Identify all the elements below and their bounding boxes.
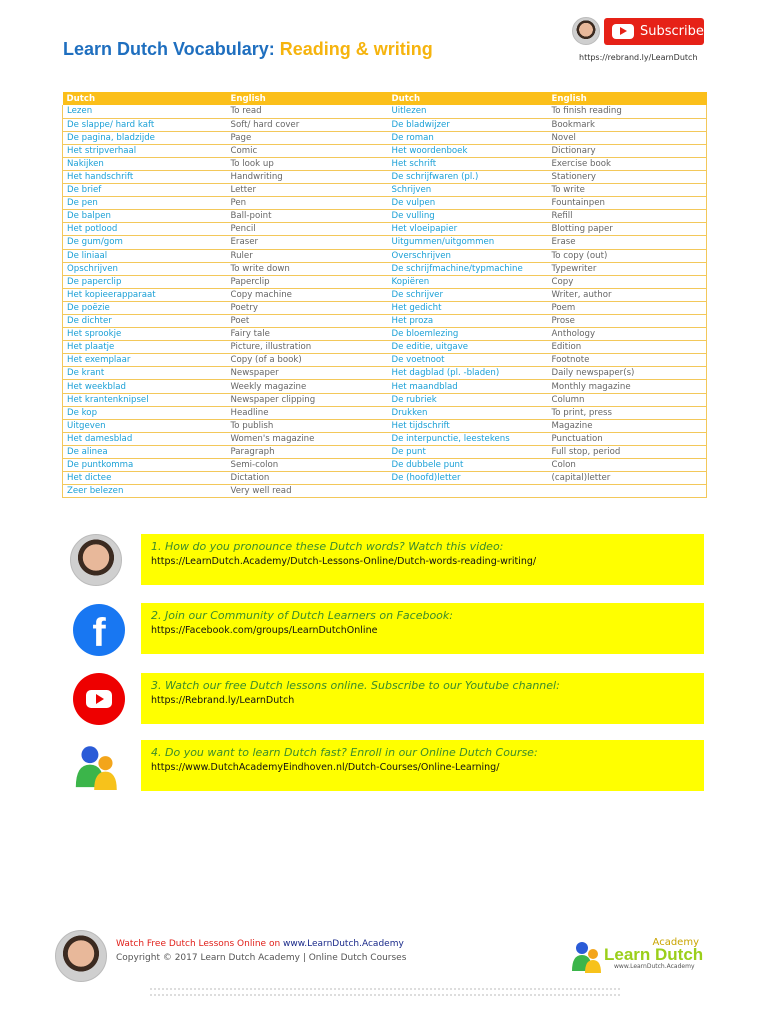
table-row bbox=[63, 144, 707, 157]
dutch-cell: De balpen bbox=[63, 210, 227, 223]
dutch-cell: De (hoofd)letter bbox=[388, 472, 548, 485]
english-cell: Poetry bbox=[227, 301, 388, 314]
callout-box bbox=[141, 740, 704, 791]
english-cell: Writer, author bbox=[548, 288, 707, 301]
table-row bbox=[63, 301, 707, 314]
dutch-cell: Het plaatje bbox=[63, 341, 227, 354]
dutch-cell: Het dagblad (pl. -bladen) bbox=[388, 367, 548, 380]
english-cell: Eraser bbox=[227, 236, 388, 249]
dutch-cell: Nakijken bbox=[63, 157, 227, 170]
callout-link[interactable]: https://Facebook.com/groups/LearnDutchOnline bbox=[151, 625, 378, 636]
dutch-cell: Het woordenboek bbox=[388, 144, 548, 157]
table-row bbox=[63, 432, 707, 445]
dutch-cell: De puntkomma bbox=[63, 459, 227, 472]
dutch-cell: Kopiëren bbox=[388, 275, 548, 288]
english-cell: Typewriter bbox=[548, 262, 707, 275]
dutch-cell: Opschrijven bbox=[63, 262, 227, 275]
dutch-cell: Het proza bbox=[388, 315, 548, 328]
dutch-cell: Uitlezen bbox=[388, 105, 548, 118]
english-cell: Copy (of a book) bbox=[227, 354, 388, 367]
english-cell: To print, press bbox=[548, 406, 707, 419]
youtube-play-icon bbox=[612, 24, 634, 39]
callout-box bbox=[141, 534, 704, 585]
table-row bbox=[63, 472, 707, 485]
callout-link[interactable]: https://LearnDutch.Academy/Dutch-Lessons-Online/Dutch-words-reading-writing/ bbox=[151, 556, 537, 567]
dutch-cell: Het stripverhaal bbox=[63, 144, 227, 157]
english-cell: Ball-point bbox=[227, 210, 388, 223]
dutch-cell bbox=[388, 485, 548, 498]
english-cell: Page bbox=[227, 131, 388, 144]
dutch-cell: Schrijven bbox=[388, 184, 548, 197]
english-cell: Poem bbox=[548, 301, 707, 314]
english-cell: Prose bbox=[548, 315, 707, 328]
dutch-cell: De bladwijzer bbox=[388, 118, 548, 131]
english-cell: Dictionary bbox=[548, 144, 707, 157]
people-icon bbox=[70, 742, 124, 790]
table-row bbox=[63, 459, 707, 472]
footer-watch-text: Watch Free Dutch Lessons Online on www.LearnDutch.Academy bbox=[116, 939, 404, 949]
callout-box bbox=[141, 603, 704, 654]
english-cell: Punctuation bbox=[548, 432, 707, 445]
dutch-cell: De dichter bbox=[63, 315, 227, 328]
dutch-cell: De interpunctie, leestekens bbox=[388, 432, 548, 445]
dutch-cell: De kop bbox=[63, 406, 227, 419]
dutch-cell: Het schrift bbox=[388, 157, 548, 170]
column-header: Dutch bbox=[388, 92, 548, 105]
dutch-cell: De paperclip bbox=[63, 275, 227, 288]
people-icon bbox=[570, 939, 604, 973]
title-highlight: Reading & writing bbox=[279, 39, 433, 59]
english-cell: Footnote bbox=[548, 354, 707, 367]
dutch-cell: De punt bbox=[388, 445, 548, 458]
column-header: Dutch bbox=[63, 92, 227, 105]
table-row bbox=[63, 354, 707, 367]
english-cell: To write down bbox=[227, 262, 388, 275]
callout-question: 2. Join our Community of Dutch Learners on Facebook: bbox=[151, 609, 453, 622]
english-cell: Paperclip bbox=[227, 275, 388, 288]
table-row bbox=[63, 315, 707, 328]
footer-teacher-avatar bbox=[55, 930, 107, 982]
english-cell: Poet bbox=[227, 315, 388, 328]
callout-box bbox=[141, 673, 704, 724]
english-cell: Blotting paper bbox=[548, 223, 707, 236]
table-row bbox=[63, 184, 707, 197]
dutch-cell: De slappe/ hard kaft bbox=[63, 118, 227, 131]
english-cell: (capital)letter bbox=[548, 472, 707, 485]
dutch-cell: Het dictee bbox=[63, 472, 227, 485]
table-row bbox=[63, 210, 707, 223]
english-cell: Erase bbox=[548, 236, 707, 249]
table-row bbox=[63, 105, 707, 118]
vocabulary-table bbox=[62, 92, 707, 498]
table-row bbox=[63, 131, 707, 144]
callout-link[interactable]: https://Rebrand.ly/LearnDutch bbox=[151, 695, 295, 706]
dutch-cell: Zeer belezen bbox=[63, 485, 227, 498]
dutch-cell: De schrijfwaren (pl.) bbox=[388, 170, 548, 183]
dutch-cell: De dubbele punt bbox=[388, 459, 548, 472]
dutch-cell: De poëzie bbox=[63, 301, 227, 314]
table-row bbox=[63, 197, 707, 210]
teacher-avatar bbox=[70, 534, 122, 586]
table-row bbox=[63, 485, 707, 498]
dutch-cell: Het tijdschrift bbox=[388, 419, 548, 432]
footer-copyright: Copyright © 2017 Learn Dutch Academy | Online Dutch Courses bbox=[116, 953, 407, 963]
english-cell: To publish bbox=[227, 419, 388, 432]
table-row bbox=[63, 419, 707, 432]
dutch-cell: Drukken bbox=[388, 406, 548, 419]
english-cell: Full stop, period bbox=[548, 445, 707, 458]
dutch-cell: Uitgummen/uitgommen bbox=[388, 236, 548, 249]
page-title: Learn Dutch Vocabulary: Reading & writing bbox=[63, 39, 433, 59]
dutch-cell: De vulpen bbox=[388, 197, 548, 210]
english-cell: Copy machine bbox=[227, 288, 388, 301]
english-cell: Copy bbox=[548, 275, 707, 288]
english-cell: Fountainpen bbox=[548, 197, 707, 210]
english-cell: Letter bbox=[227, 184, 388, 197]
english-cell: Colon bbox=[548, 459, 707, 472]
english-cell: Refill bbox=[548, 210, 707, 223]
callout-question: 1. How do you pronounce these Dutch words? Watch this video: bbox=[151, 540, 504, 553]
dutch-cell: Het handschrift bbox=[63, 170, 227, 183]
english-cell: Bookmark bbox=[548, 118, 707, 131]
dutch-cell: De schrijver bbox=[388, 288, 548, 301]
english-cell: To look up bbox=[227, 157, 388, 170]
english-cell: Stationery bbox=[548, 170, 707, 183]
table-row bbox=[63, 275, 707, 288]
english-cell bbox=[548, 485, 707, 498]
fine-print bbox=[150, 988, 620, 996]
english-cell: Paragraph bbox=[227, 445, 388, 458]
dutch-cell: Het gedicht bbox=[388, 301, 548, 314]
dutch-cell: Het vloeipapier bbox=[388, 223, 548, 236]
english-cell: Exercise book bbox=[548, 157, 707, 170]
english-cell: Semi-colon bbox=[227, 459, 388, 472]
dutch-cell: De rubriek bbox=[388, 393, 548, 406]
table-row bbox=[63, 393, 707, 406]
dutch-cell: De pagina, bladzijde bbox=[63, 131, 227, 144]
dutch-cell: De voetnoot bbox=[388, 354, 548, 367]
dutch-cell: De krant bbox=[63, 367, 227, 380]
dutch-cell: De pen bbox=[63, 197, 227, 210]
dutch-cell: De liniaal bbox=[63, 249, 227, 262]
callout-question: 3. Watch our free Dutch lessons online. Subscribe to our Youtube channel: bbox=[151, 679, 560, 692]
table-row bbox=[63, 288, 707, 301]
dutch-cell: De editie, uitgave bbox=[388, 341, 548, 354]
dutch-cell: De vulling bbox=[388, 210, 548, 223]
dutch-cell: Lezen bbox=[63, 105, 227, 118]
english-cell: Novel bbox=[548, 131, 707, 144]
subscribe-button[interactable]: Subscribe bbox=[604, 18, 704, 45]
english-cell: Fairy tale bbox=[227, 328, 388, 341]
english-cell: Headline bbox=[227, 406, 388, 419]
english-cell: Very well read bbox=[227, 485, 388, 498]
table-row bbox=[63, 380, 707, 393]
channel-url[interactable]: https://rebrand.ly/LearnDutch bbox=[579, 53, 698, 62]
dutch-cell: Het kopieerapparaat bbox=[63, 288, 227, 301]
english-cell: Ruler bbox=[227, 249, 388, 262]
english-cell: Dictation bbox=[227, 472, 388, 485]
english-cell: Daily newspaper(s) bbox=[548, 367, 707, 380]
table-row bbox=[63, 157, 707, 170]
table-row bbox=[63, 249, 707, 262]
dutch-cell: Het maandblad bbox=[388, 380, 548, 393]
english-cell: Weekly magazine bbox=[227, 380, 388, 393]
column-header: English bbox=[227, 92, 388, 105]
youtube-icon[interactable] bbox=[73, 673, 125, 725]
dutch-cell: Het potlood bbox=[63, 223, 227, 236]
dutch-cell: Het krantenknipsel bbox=[63, 393, 227, 406]
english-cell: Magazine bbox=[548, 419, 707, 432]
facebook-icon[interactable]: f bbox=[73, 604, 125, 656]
english-cell: Column bbox=[548, 393, 707, 406]
learn-dutch-logo: Academy Learn Dutch www.LearnDutch.Academy bbox=[570, 937, 705, 972]
table-row bbox=[63, 118, 707, 131]
english-cell: Pencil bbox=[227, 223, 388, 236]
english-cell: Edition bbox=[548, 341, 707, 354]
english-cell: Women's magazine bbox=[227, 432, 388, 445]
table-row bbox=[63, 236, 707, 249]
english-cell: To finish reading bbox=[548, 105, 707, 118]
table-row bbox=[63, 223, 707, 236]
english-cell: To write bbox=[548, 184, 707, 197]
dutch-cell: Het weekblad bbox=[63, 380, 227, 393]
dutch-cell: De schrijfmachine/typmachine bbox=[388, 262, 548, 275]
english-cell: To copy (out) bbox=[548, 249, 707, 262]
callout-link[interactable]: https://www.DutchAcademyEindhoven.nl/Dutch-Courses/Online-Learning/ bbox=[151, 762, 500, 773]
dutch-cell: De alinea bbox=[63, 445, 227, 458]
english-cell: Comic bbox=[227, 144, 388, 157]
english-cell: Newspaper clipping bbox=[227, 393, 388, 406]
dutch-cell: Uitgeven bbox=[63, 419, 227, 432]
teacher-avatar bbox=[572, 17, 600, 45]
dutch-cell: De bloemlezing bbox=[388, 328, 548, 341]
english-cell: To read bbox=[227, 105, 388, 118]
dutch-cell: Overschrijven bbox=[388, 249, 548, 262]
english-cell: Picture, illustration bbox=[227, 341, 388, 354]
footer-site-link[interactable]: www.LearnDutch.Academy bbox=[283, 939, 404, 949]
english-cell: Pen bbox=[227, 197, 388, 210]
english-cell: Newspaper bbox=[227, 367, 388, 380]
callout-question: 4. Do you want to learn Dutch fast? Enroll in our Online Dutch Course: bbox=[151, 746, 538, 759]
english-cell: Soft/ hard cover bbox=[227, 118, 388, 131]
table-row bbox=[63, 170, 707, 183]
english-cell: Handwriting bbox=[227, 170, 388, 183]
dutch-cell: De roman bbox=[388, 131, 548, 144]
dutch-cell: Het damesblad bbox=[63, 432, 227, 445]
english-cell: Monthly magazine bbox=[548, 380, 707, 393]
table-row bbox=[63, 367, 707, 380]
table-row bbox=[63, 262, 707, 275]
english-cell: Anthology bbox=[548, 328, 707, 341]
table-row bbox=[63, 341, 707, 354]
table-row bbox=[63, 328, 707, 341]
dutch-cell: Het sprookje bbox=[63, 328, 227, 341]
dutch-cell: De gum/gom bbox=[63, 236, 227, 249]
column-header: English bbox=[548, 92, 707, 105]
dutch-cell: De brief bbox=[63, 184, 227, 197]
table-row bbox=[63, 445, 707, 458]
table-row bbox=[63, 406, 707, 419]
dutch-cell: Het exemplaar bbox=[63, 354, 227, 367]
